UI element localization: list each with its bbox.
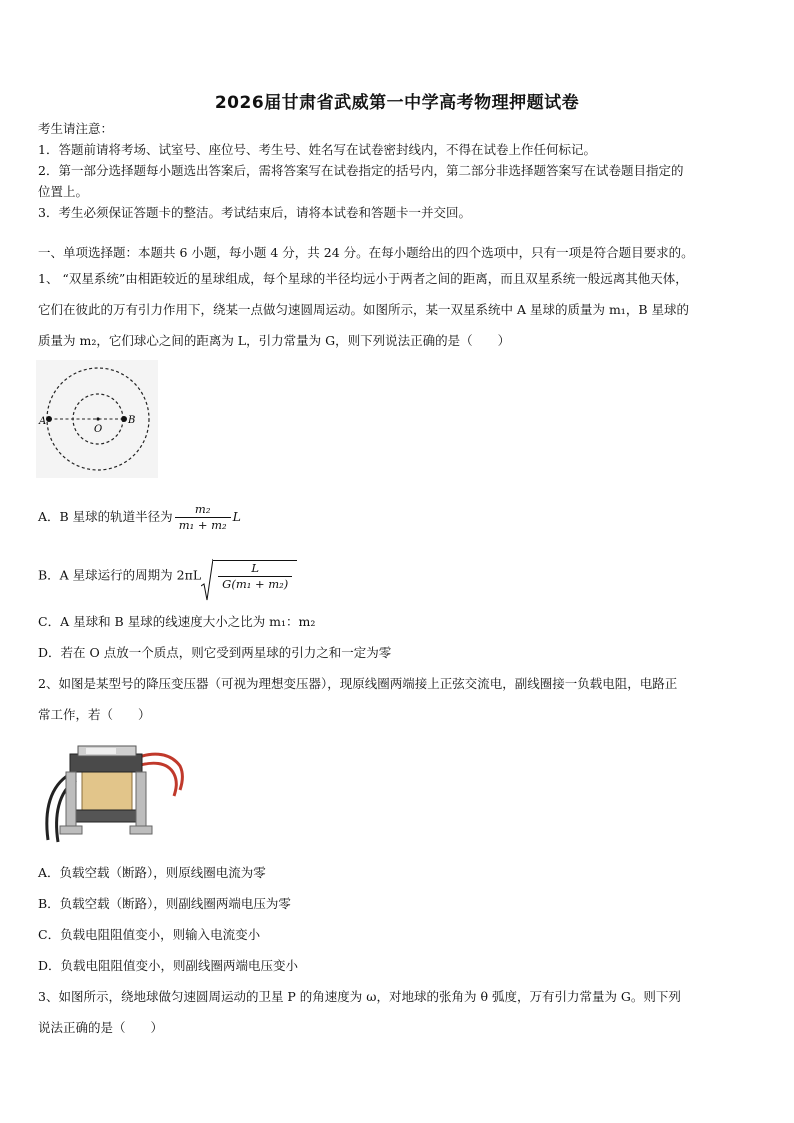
q1-option-d: D．若在 O 点放一个质点，则它受到两星球的引力之和一定为零 xyxy=(38,645,392,660)
q3-line-1: 3、如图所示，绕地球做匀速圆周运动的卫星 P 的角速度为 ω，对地球的张角为 θ 弧度，万有引力常量为 G。则下列 xyxy=(38,989,681,1004)
fraction: $\frac{\text{m₂}}{\text{m₁ + m₂}}$ xyxy=(175,502,231,533)
q1-option-b: B．A 星球运行的周期为 2πL $\frac{L}{\text{G(m₁ + m₂)}}$ xyxy=(38,560,297,592)
q2-option-c: C．负载电阻阻值变小，则输入电流变小 xyxy=(38,927,261,942)
q1-option-c: C．A 星球和 B 星球的线速度大小之比为 m₁：m₂ xyxy=(38,614,316,629)
sqrt: $\frac{L}{\text{G(m₁ + m₂)}}$ xyxy=(201,560,297,592)
q1-line-1: 1、 “双星系统”由相距较近的星球组成，每个星球的半径均远小于两者之间的距离，而且双星系统一般远离其他天体， xyxy=(38,271,688,286)
notice-item-1: 1．答题前请将考场、试室号、座位号、考生号、姓名写在试卷密封线内，不得在试卷上作任何标记。 xyxy=(38,142,596,157)
notice-item-2: 2．第一部分选择题每小题选出答案后，需将答案写在试卷指定的括号内，第二部分非选择题答案写在试卷题目指定的 xyxy=(38,163,684,178)
q1-line-3: 质量为 m₂，它们球心之间的距离为 L，引力常量为 G，则下列说法正确的是（ ） xyxy=(38,333,511,348)
label-o: O xyxy=(94,424,103,435)
q1-line-2: 它们在彼此的万有引力作用下，绕某一点做匀速圆周运动。如图所示，某一双星系统中 A 星球的质量为 m₁，B 星球的 xyxy=(38,302,689,317)
label-a: A xyxy=(39,416,47,427)
section-heading: 一、单项选择题：本题共 6 小题，每小题 4 分，共 24 分。在每小题给出的四个选项中，只有一项是符合题目要求的。 xyxy=(38,245,694,260)
q2-line-1: 2、如图是某型号的降压变压器（可视为理想变压器），现原线圈两端接上正弦交流电，副线圈接一负载电阻，电路正 xyxy=(38,676,678,691)
q2-line-2: 常工作，若（ ） xyxy=(38,707,151,722)
notice-item-3: 3．考生必须保证答题卡的整洁。考试结束后，请将本试卷和答题卡一并交回。 xyxy=(38,205,471,220)
page-title: 2026届甘肃省武威第一中学高考物理押题试卷 xyxy=(214,93,580,113)
q3-line-2: 说法正确的是（ ） xyxy=(38,1020,164,1035)
notice-item-2-cont: 位置上。 xyxy=(38,184,89,199)
q2-option-b: B．负载空载（断路），则副线圈两端电压为零 xyxy=(38,896,291,911)
q1-option-a: A．B 星球的轨道半径为 $\frac{\text{m₂}}{\text{m₁ + m₂}}$ L xyxy=(38,502,241,532)
q2-option-a: A．负载空载（断路），则原线圈电流为零 xyxy=(38,865,266,880)
label-b: B xyxy=(128,415,136,426)
q2-option-d: D．负载电阻阻值变小，则副线圈两端电压变小 xyxy=(38,958,299,973)
transformer-image xyxy=(40,730,190,850)
notice-header: 考生请注意： xyxy=(38,121,114,136)
binary-star-figure xyxy=(36,360,158,478)
